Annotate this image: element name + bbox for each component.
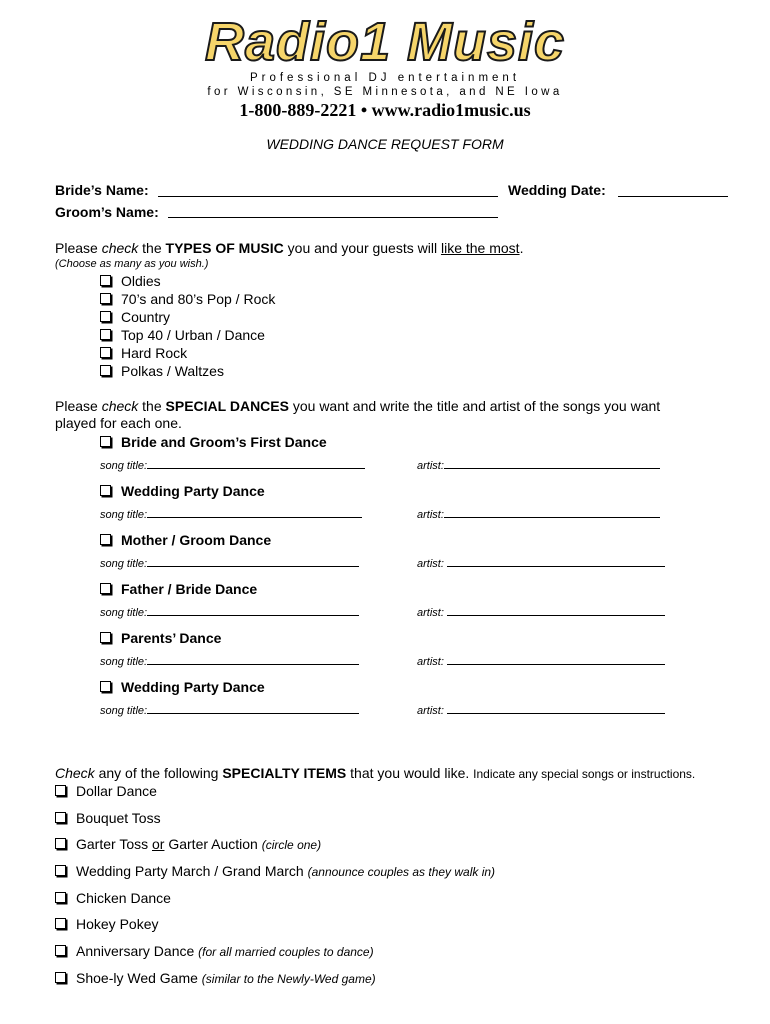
artist-field[interactable]: artist:: [417, 459, 660, 472]
specialty-bouquet-toss[interactable]: Bouquet Toss: [55, 809, 161, 827]
music-prompt: Please check the TYPES OF MUSIC you and your guests will like the most.: [55, 240, 524, 256]
tagline: Professional DJ entertainment: [249, 72, 521, 84]
specialty-hokey-pokey[interactable]: Hokey Pokey: [55, 915, 158, 933]
artist-field[interactable]: artist:: [417, 655, 665, 668]
song-title-field[interactable]: song title:: [100, 606, 359, 619]
specialty-anniversary-dance[interactable]: Anniversary Dance (for all married couples to dance): [55, 942, 374, 961]
checkbox[interactable]: [100, 329, 111, 340]
artist-field[interactable]: artist:: [417, 704, 665, 717]
checkbox[interactable]: [55, 918, 66, 929]
song-title-field[interactable]: song title:: [100, 704, 359, 717]
checkbox[interactable]: [100, 436, 111, 447]
checkbox[interactable]: [55, 785, 66, 796]
wedding-date-field[interactable]: [618, 196, 728, 197]
checkbox[interactable]: [100, 347, 111, 358]
music-option-oldies[interactable]: Oldies: [100, 272, 161, 290]
specialty-garter[interactable]: Garter Toss or Garter Auction (circle one): [55, 835, 321, 854]
checkbox[interactable]: [100, 311, 111, 322]
contact-info: 1-800-889-2221 • www.radio1music.us: [239, 100, 531, 120]
service-area: for Wisconsin, SE Minnesota, and NE Iowa: [207, 86, 563, 98]
checkbox[interactable]: [100, 632, 111, 643]
dances-prompt-line2: played for each one.: [55, 415, 182, 431]
checkbox[interactable]: [100, 293, 111, 304]
song-title-field[interactable]: song title:: [100, 459, 365, 472]
dance-wedding-party[interactable]: Wedding Party Dance: [100, 482, 265, 500]
artist-field[interactable]: artist:: [417, 508, 660, 521]
checkbox[interactable]: [100, 485, 111, 496]
checkbox[interactable]: [55, 892, 66, 903]
bride-name-field[interactable]: [158, 196, 498, 197]
form-title: WEDDING DANCE REQUEST FORM: [266, 136, 504, 152]
checkbox[interactable]: [55, 838, 66, 849]
checkbox[interactable]: [100, 275, 111, 286]
specialty-dollar-dance[interactable]: Dollar Dance: [55, 782, 157, 800]
checkbox[interactable]: [55, 865, 66, 876]
dances-prompt: Please check the SPECIAL DANCES you want and write the title and artist of the songs you want: [55, 398, 661, 414]
specialty-grand-march[interactable]: Wedding Party March / Grand March (announce couples as they walk in): [55, 862, 495, 881]
music-option-top40[interactable]: Top 40 / Urban / Dance: [100, 326, 265, 344]
music-option-polkas[interactable]: Polkas / Waltzes: [100, 362, 224, 380]
specialty-chicken-dance[interactable]: Chicken Dance: [55, 889, 171, 907]
dance-parents[interactable]: Parents’ Dance: [100, 629, 221, 647]
checkbox[interactable]: [100, 534, 111, 545]
artist-field[interactable]: artist:: [417, 606, 665, 619]
checkbox[interactable]: [55, 812, 66, 823]
specialty-shoe-game[interactable]: Shoe-ly Wed Game (similar to the Newly-Wed game): [55, 969, 376, 988]
dance-mother-groom[interactable]: Mother / Groom Dance: [100, 531, 271, 549]
checkbox[interactable]: [100, 583, 111, 594]
groom-name-field[interactable]: [168, 217, 498, 218]
company-logo: Radio1 Music: [204, 12, 566, 72]
checkbox[interactable]: [100, 365, 111, 376]
checkbox[interactable]: [100, 681, 111, 692]
song-title-field[interactable]: song title:: [100, 508, 362, 521]
wedding-date-label: Wedding Date:: [508, 182, 606, 198]
music-option-country[interactable]: Country: [100, 308, 170, 326]
song-title-field[interactable]: song title:: [100, 557, 359, 570]
bride-name-label: Bride’s Name:: [55, 182, 149, 198]
specialty-prompt: Check any of the following SPECIALTY ITEMS that you would like. Indicate any special songs or instructions.: [55, 765, 696, 781]
checkbox[interactable]: [55, 972, 66, 983]
groom-name-label: Groom’s Name:: [55, 204, 159, 220]
artist-field[interactable]: artist:: [417, 557, 665, 570]
song-title-field[interactable]: song title:: [100, 655, 359, 668]
checkbox[interactable]: [55, 945, 66, 956]
music-note: (Choose as many as you wish.): [55, 258, 209, 270]
dance-father-bride[interactable]: Father / Bride Dance: [100, 580, 257, 598]
dance-wedding-party-2[interactable]: Wedding Party Dance: [100, 678, 265, 696]
music-option-pop-rock[interactable]: 70’s and 80’s Pop / Rock: [100, 290, 275, 308]
dance-first-dance[interactable]: Bride and Groom’s First Dance: [100, 433, 327, 451]
music-option-hard-rock[interactable]: Hard Rock: [100, 344, 187, 362]
